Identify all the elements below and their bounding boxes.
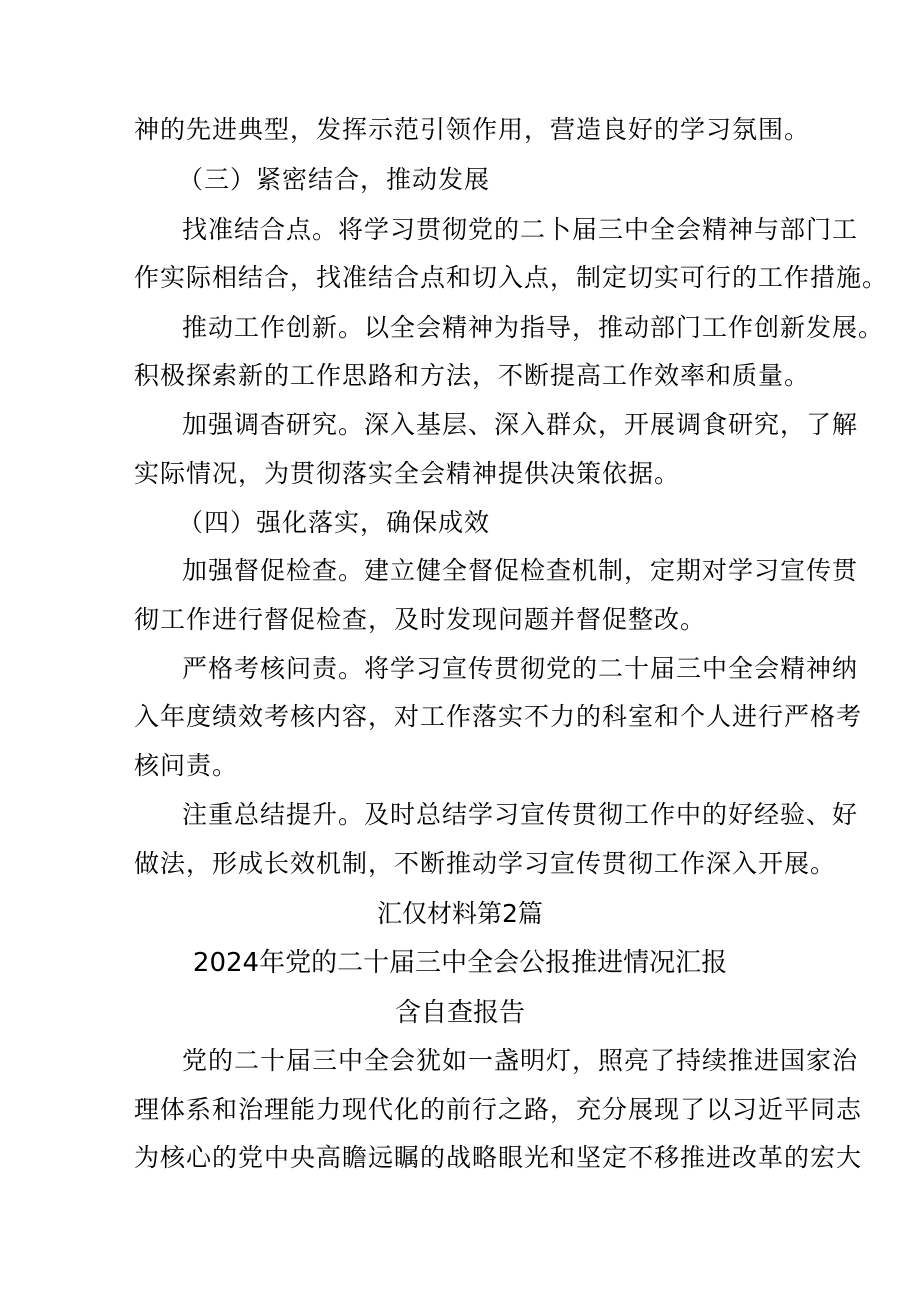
subsection-heading-4: （四）强化落实，确保成效 (178, 508, 491, 537)
paragraph-line: 严格考核问责。将学习宣传贯彻党的二十届三中全会精神纳 (182, 654, 859, 683)
paragraph-line: 神的先进典型，发挥示范引领作用，营造良好的学习氛围。 (134, 115, 811, 144)
paragraph-line: 理体系和治理能力现代化的前行之路，充分展现了以习近平同志 (134, 1095, 863, 1124)
document-title-line-2: 含自查报告 (394, 998, 525, 1028)
paragraph-line: 入年度绩效考核内容，对工作落实不力的科室和个人进行严格考 (134, 702, 863, 731)
paragraph-line: 加强督促检查。建立健全督促检查机制，定期对学习宣传贯 (182, 556, 859, 585)
section-heading: 汇仅材料第2篇 (377, 899, 543, 928)
paragraph-line: 核问责。 (134, 751, 239, 780)
paragraph-line: 为核心的党中央高瞻远瞩的战略眼光和坚定不移推进改革的宏大 (134, 1143, 863, 1172)
paragraph-line: 彻工作进行督促检查，及时发现问题并督促整改。 (134, 605, 707, 634)
paragraph-line: 找准结合点。将学习贯彻党的二卜届三中全会精神与部门工 (182, 215, 859, 244)
paragraph-line: 实际情况，为贯彻落实全会精神提供决策依据。 (134, 459, 681, 488)
paragraph-line: 加强调杳研究。深入基层、深入群众，开展调食研究，了解 (182, 410, 859, 439)
paragraph-line: 积极探索新的工作思路和方法，不断提高工作效率和质量。 (134, 361, 811, 390)
paragraph-line: 注重总结提升。及时总结学习宣传贯彻工作中的好经验、好 (182, 800, 859, 829)
paragraph-line: 推动工作创新。以全会精神为指导，推动部门工作创新发展。 (182, 313, 885, 342)
paragraph-line: 作实际相结合，找准结合点和切入点，制定切实可行的工作措施。 (134, 263, 889, 292)
document-title-line-1: 2024年党的二十届三中全会公报推进情况汇报 (192, 948, 728, 978)
paragraph-line: 党的二十届三中全会犹如一盏明灯，照亮了持续推进国家治 (182, 1046, 859, 1075)
subsection-heading-3: （三）紧密结合，推动发展 (178, 165, 491, 194)
paragraph-line: 做法，形成长效机制，不断推动学习宣传贯彻工作深入开展。 (134, 849, 837, 878)
